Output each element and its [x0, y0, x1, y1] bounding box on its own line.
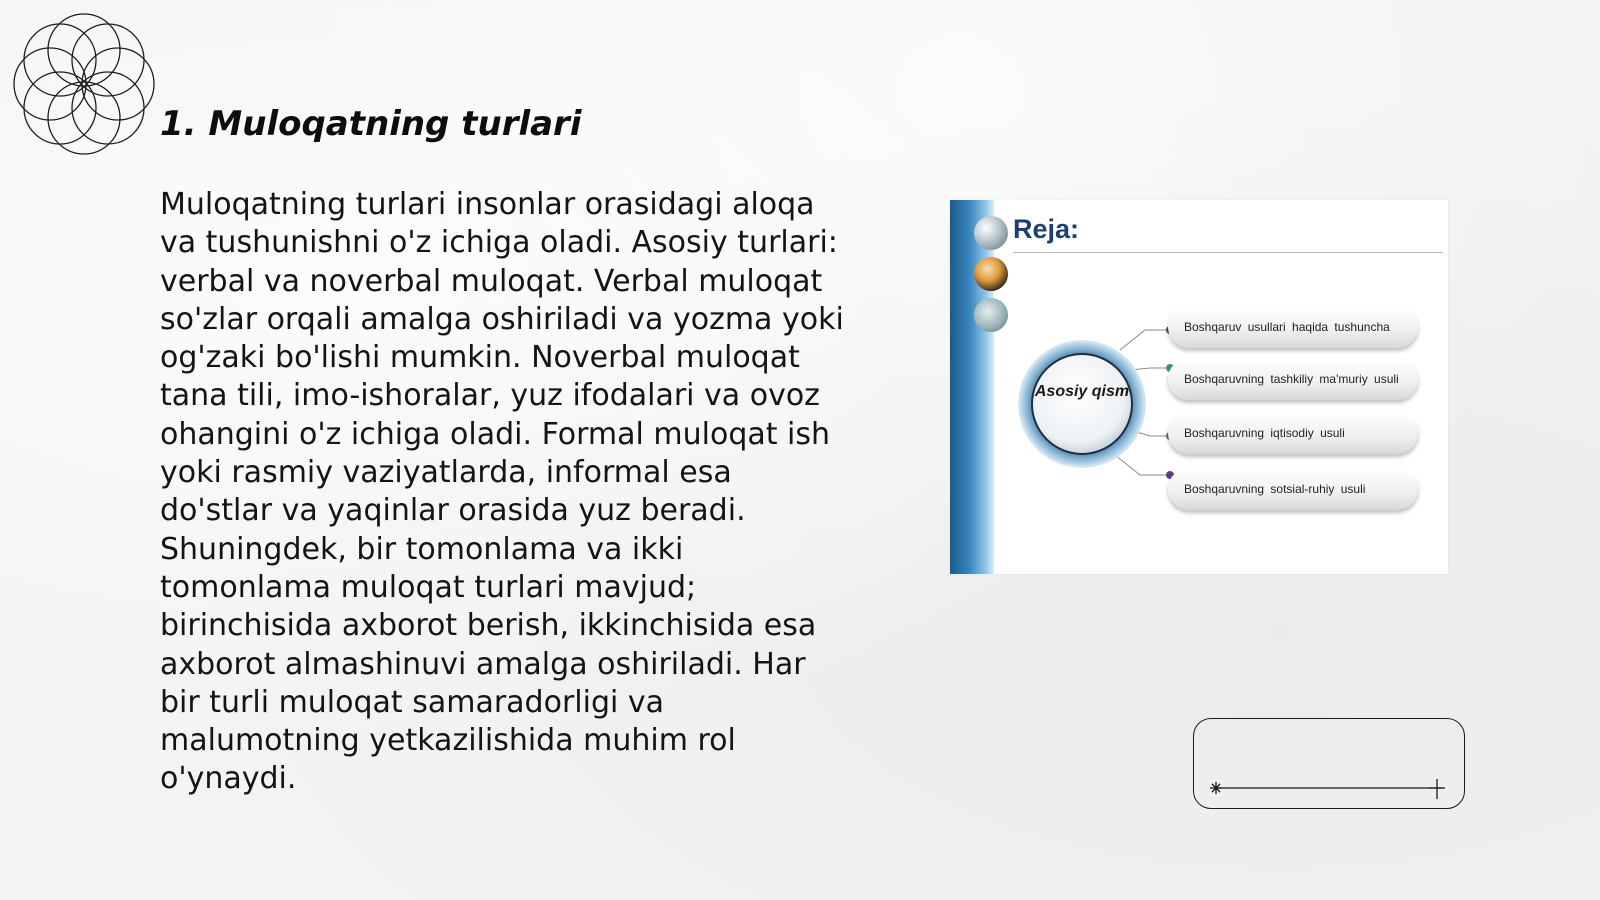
- plan-item-label: Boshqaruvning iqtisodiy usuli: [1184, 426, 1345, 440]
- page-title: 1. Muloqatning turlari: [160, 104, 582, 144]
- hub-circle: [1032, 354, 1132, 454]
- plan-item-label: Boshqaruv usullari haqida tushuncha: [1184, 320, 1390, 334]
- decorative-frame: [1193, 718, 1465, 809]
- plan-item: [1168, 468, 1418, 510]
- plan-item: [1168, 412, 1418, 454]
- plan-item: [1168, 358, 1418, 400]
- embedded-slide-image: [950, 200, 1448, 574]
- plan-item-label: Boshqaruvning tashkiliy ma'muriy usuli: [1184, 372, 1399, 386]
- plan-item-label: Boshqaruvning sotsial-ruhiy usuli: [1184, 482, 1366, 496]
- slider-line-icon: [1194, 719, 1466, 810]
- slide-title: Reja:: [1013, 214, 1080, 244]
- plan-item: [1168, 306, 1418, 348]
- orbit-rings-icon: [10, 10, 158, 158]
- body-paragraph: Muloqatning turlari insonlar orasidagi aloqa va tushunishni o'z ichiga oladi. Asosiy turlari: verbal va noverbal muloqat. Verbal muloqat so'zlar orqali amalga oshiriladi va yozma yoki og'zaki bo'lishi mumkin. Noverbal muloqat tana tili, imo-ishoralar, yuz ifodalari va ovoz ohangini o'z ichiga oladi. Formal muloqat ish yoki rasmiy vaziyatlarda, informal esa do'stlar va yaqinlar orasida yuz beradi. Shuningdek, bir tomonlama va ikki tomonlama muloqat turlari mavjud; birinchisida axborot berish, ikkinchisida esa axborot almashinuvi amalga oshiriladi. Har bir turli muloqat samaradorligi va malumotning yetkazilishida muhim rol o'ynaydi.: [160, 187, 844, 797]
- hub-label: Asosiy qism: [1034, 383, 1130, 400]
